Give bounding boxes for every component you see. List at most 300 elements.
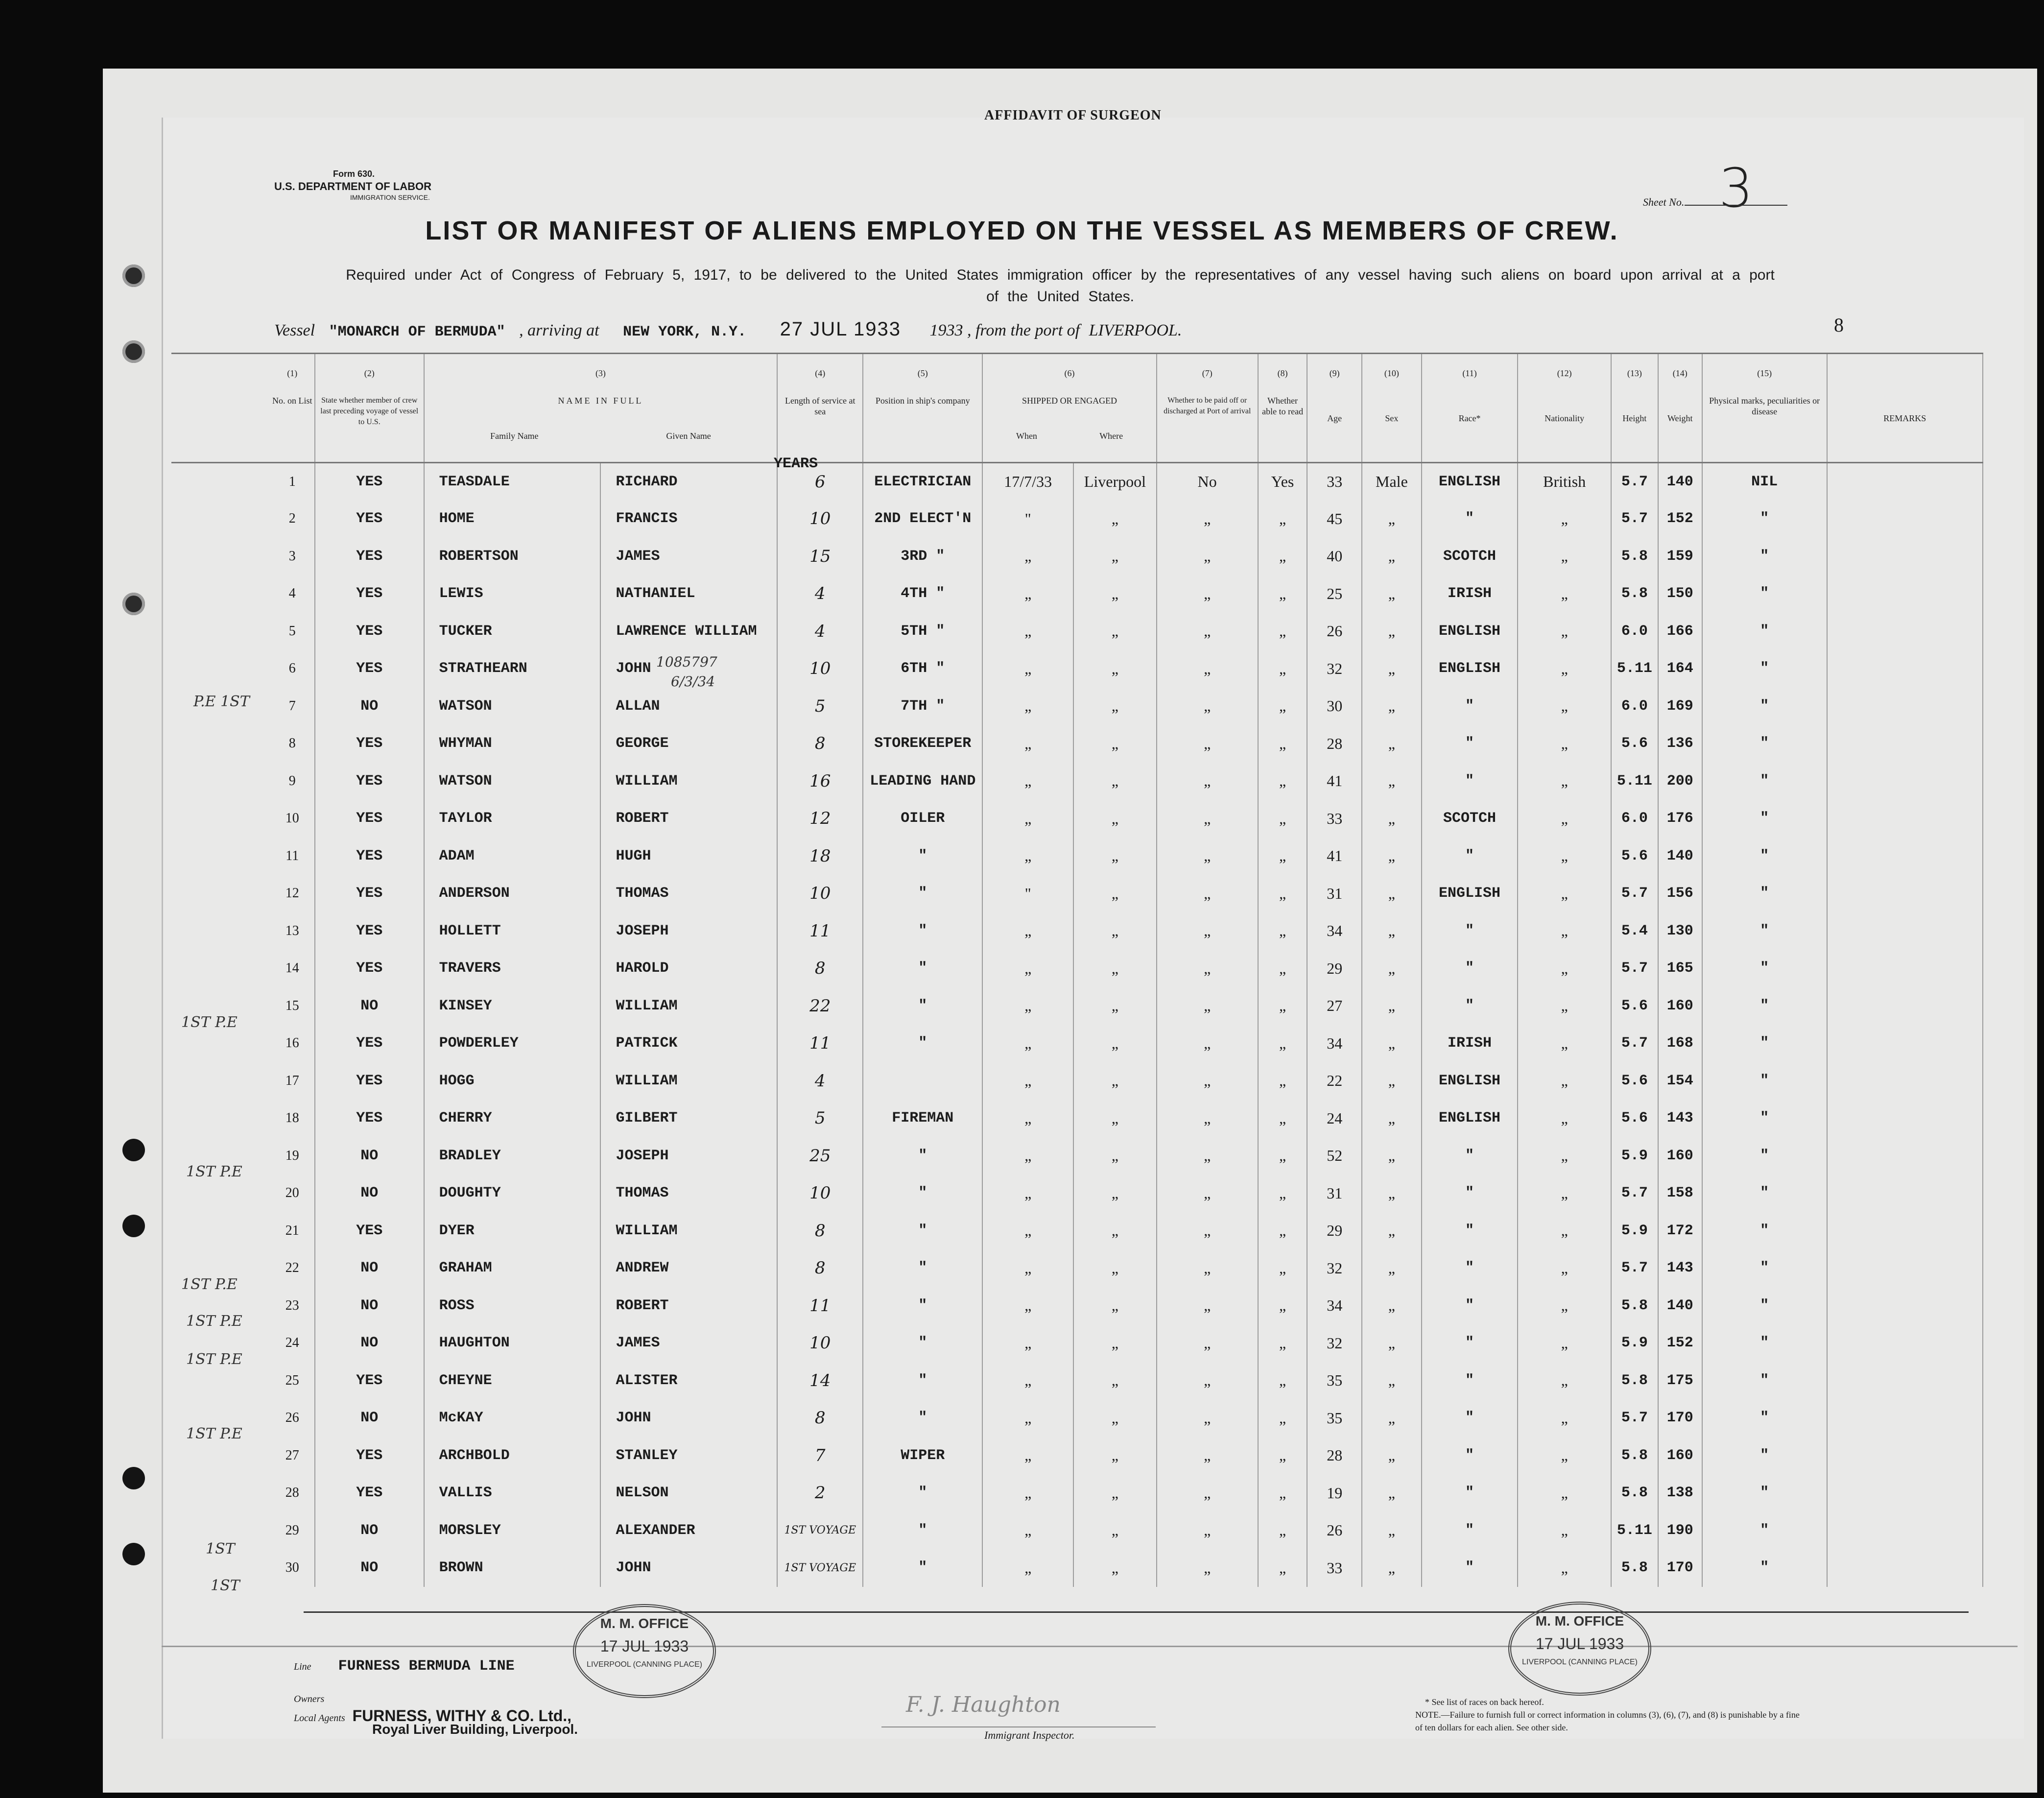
race: ENGLISH: [1422, 875, 1518, 912]
remarks: [1827, 800, 1983, 838]
race: ": [1422, 1512, 1518, 1550]
stamp-line: M. M. OFFICE: [1535, 1613, 1624, 1629]
previous-voyage: YES: [315, 1437, 424, 1475]
sex: „: [1362, 1549, 1422, 1587]
margin-cell: [171, 575, 270, 613]
age: 35: [1307, 1362, 1361, 1400]
form-number: Form 630.: [333, 169, 375, 179]
age: 31: [1307, 1175, 1361, 1212]
shipped-subheaders: [985, 431, 1154, 441]
margin-cell: [171, 763, 270, 800]
physical-marks: ": [1702, 875, 1827, 912]
sex: „: [1362, 1212, 1422, 1250]
service-length: 10: [777, 650, 863, 688]
weight: 136: [1658, 725, 1702, 763]
race: SCOTCH: [1422, 538, 1518, 575]
race: ": [1422, 1474, 1518, 1512]
shipped-when: „: [982, 1212, 1073, 1250]
race: IRISH: [1422, 575, 1518, 613]
able-to-read: „: [1258, 763, 1307, 800]
weight: 164: [1658, 650, 1702, 688]
nationality: „: [1518, 987, 1611, 1025]
margin-cell: [171, 800, 270, 838]
weight: 170: [1658, 1399, 1702, 1437]
shipped-where: „: [1073, 1474, 1157, 1512]
stamp-line: LIVERPOOL (CANNING PLACE): [587, 1660, 702, 1669]
sex: „: [1362, 875, 1422, 912]
family-name: BROWN: [424, 1549, 601, 1587]
physical-marks: ": [1702, 1362, 1827, 1400]
agents-address: Royal Liver Building, Liverpool.: [372, 1722, 578, 1737]
shipped-when: „: [982, 575, 1073, 613]
remarks: [1827, 650, 1983, 688]
family-name: LEWIS: [424, 575, 601, 613]
row-number: 6: [270, 650, 315, 688]
race: ": [1422, 838, 1518, 875]
col-sex-label: Sex: [1362, 395, 1422, 463]
family-name: ADAM: [424, 838, 601, 875]
nationality: „: [1518, 725, 1611, 763]
physical-marks: ": [1702, 725, 1827, 763]
remarks: [1827, 1324, 1983, 1362]
shipped-where: „: [1073, 500, 1157, 538]
sex: „: [1362, 688, 1422, 725]
race: ": [1422, 500, 1518, 538]
height: 5.6: [1611, 987, 1658, 1025]
previous-voyage: YES: [315, 1025, 424, 1062]
height: 5.6: [1611, 725, 1658, 763]
physical-marks: NIL: [1702, 463, 1827, 501]
race: ": [1422, 950, 1518, 987]
nationality: „: [1518, 1437, 1611, 1475]
remarks: [1827, 987, 1983, 1025]
col-state-label: State whether member of crew last preceding voyage of vessel to U.S.: [315, 395, 424, 463]
row-number: 20: [270, 1175, 315, 1212]
table-row: [171, 1549, 1983, 1587]
table-row: [171, 1025, 1983, 1062]
physical-marks: ": [1702, 912, 1827, 950]
remarks: [1827, 1249, 1983, 1287]
agents-value: FURNESS, WITHY & CO. Ltd.,: [352, 1707, 572, 1725]
column-label-row: [171, 395, 1983, 463]
col-where-label: Where: [1099, 431, 1123, 441]
shipped-where: „: [1073, 1362, 1157, 1400]
shipped-where: „: [1073, 688, 1157, 725]
able-to-read: „: [1258, 1137, 1307, 1175]
service-length: 8: [777, 1212, 863, 1250]
col-given-label: Given Name: [666, 431, 711, 441]
inspector-label: Immigrant Inspector.: [984, 1729, 1075, 1741]
margin-cell: [171, 650, 270, 688]
inspector-signature: F. J. Haughton: [906, 1692, 1061, 1717]
col-race-label: Race*: [1422, 395, 1518, 463]
paid-off: „: [1157, 613, 1258, 650]
margin-cell: [171, 1474, 270, 1512]
shipped-where: „: [1073, 1100, 1157, 1137]
shipped-where: „: [1073, 1399, 1157, 1437]
shipped-when: „: [982, 650, 1073, 688]
age: 33: [1307, 1549, 1361, 1587]
line-label: Line: [294, 1661, 311, 1672]
margin-cell: [171, 725, 270, 763]
family-name: HOLLETT: [424, 912, 601, 950]
service-length: 16: [777, 763, 863, 800]
sex: „: [1362, 763, 1422, 800]
age: 34: [1307, 1287, 1361, 1325]
given-name: ROBERT: [600, 1287, 777, 1325]
service-name: IMMIGRATION SERVICE.: [350, 193, 430, 201]
age: 27: [1307, 987, 1361, 1025]
nationality: „: [1518, 763, 1611, 800]
previous-voyage: NO: [315, 1399, 424, 1437]
paid-off: „: [1157, 1025, 1258, 1062]
binder-hole: [122, 1467, 145, 1489]
sex: Male: [1362, 463, 1422, 501]
table-row: [171, 1062, 1983, 1100]
margin-cell: [171, 950, 270, 987]
margin-cell: [171, 912, 270, 950]
crew-rows: [171, 463, 1983, 1587]
height: 5.9: [1611, 1137, 1658, 1175]
weight: 140: [1658, 463, 1702, 501]
sex: „: [1362, 1474, 1422, 1512]
row-number: 17: [270, 1062, 315, 1100]
service-length: 12: [777, 800, 863, 838]
page-subtitle: Required under Act of Congress of February 5, 1917, to be delivered to the United States immigration officer by the representatives of any vessel having such aliens on board upon arrival at a port of the United States.: [346, 267, 1775, 305]
paid-off: No: [1157, 463, 1258, 501]
given-name: HUGH: [600, 838, 777, 875]
stamp-date: 17 JUL 1933: [600, 1637, 689, 1655]
name-subheaders: [427, 431, 775, 441]
row-number: 12: [270, 875, 315, 912]
previous-voyage: NO: [315, 688, 424, 725]
col-length-label: Length of service at sea: [777, 395, 863, 463]
race: ENGLISH: [1422, 613, 1518, 650]
end-of-list-line: [304, 1611, 1969, 1613]
paid-off: „: [1157, 800, 1258, 838]
table-row: [171, 725, 1983, 763]
height: 5.7: [1611, 500, 1658, 538]
col-remarks-label: REMARKS: [1827, 395, 1983, 463]
paid-off: „: [1157, 725, 1258, 763]
affidavit-heading: AFFIDAVIT OF SURGEON: [984, 108, 1162, 123]
nationality: „: [1518, 1025, 1611, 1062]
row-number: 4: [270, 575, 315, 613]
position: ": [863, 875, 982, 912]
previous-voyage: NO: [315, 1287, 424, 1325]
physical-marks: ": [1702, 800, 1827, 838]
position: 3RD ": [863, 538, 982, 575]
table-row: [171, 800, 1983, 838]
physical-marks: ": [1702, 838, 1827, 875]
given-name: JOHN: [600, 650, 777, 688]
position: 2ND ELECT'N: [863, 500, 982, 538]
service-length: 10: [777, 1175, 863, 1212]
age: 41: [1307, 838, 1361, 875]
previous-voyage: YES: [315, 575, 424, 613]
col-num: (10): [1362, 354, 1422, 396]
shipped-where: „: [1073, 1437, 1157, 1475]
race: ": [1422, 763, 1518, 800]
family-name: HOME: [424, 500, 601, 538]
height: 5.8: [1611, 1437, 1658, 1475]
paid-off: „: [1157, 1512, 1258, 1550]
position: ": [863, 1324, 982, 1362]
given-name: GILBERT: [600, 1100, 777, 1137]
able-to-read: „: [1258, 950, 1307, 987]
service-length: 2: [777, 1474, 863, 1512]
service-length: 18: [777, 838, 863, 875]
remarks: [1827, 688, 1983, 725]
nationality: „: [1518, 538, 1611, 575]
height: 6.0: [1611, 613, 1658, 650]
given-name: ROBERT: [600, 800, 777, 838]
height: 5.6: [1611, 1062, 1658, 1100]
sex: „: [1362, 613, 1422, 650]
remarks: [1827, 1175, 1983, 1212]
race: ": [1422, 1437, 1518, 1475]
weight: 175: [1658, 1362, 1702, 1400]
race: ": [1422, 1287, 1518, 1325]
previous-voyage: YES: [315, 912, 424, 950]
weight: 150: [1658, 575, 1702, 613]
position: ": [863, 987, 982, 1025]
service-length: 7: [777, 1437, 863, 1475]
race: ": [1422, 1399, 1518, 1437]
sex: „: [1362, 838, 1422, 875]
given-name: GEORGE: [600, 725, 777, 763]
physical-marks: ": [1702, 1025, 1827, 1062]
race: ": [1422, 912, 1518, 950]
row-number: 9: [270, 763, 315, 800]
nationality: „: [1518, 650, 1611, 688]
paid-off: „: [1157, 688, 1258, 725]
nationality: „: [1518, 875, 1611, 912]
handwritten-date: 6/3/34: [671, 673, 715, 690]
col-paid-label: Whether to be paid off or discharged at Port of arrival: [1157, 395, 1258, 463]
sex: „: [1362, 1100, 1422, 1137]
shipped-when: „: [982, 1100, 1073, 1137]
physical-marks: ": [1702, 650, 1827, 688]
age: 26: [1307, 1512, 1361, 1550]
shipped-when: „: [982, 688, 1073, 725]
row-number: 7: [270, 688, 315, 725]
paid-off: „: [1157, 987, 1258, 1025]
shipped-when: „: [982, 1549, 1073, 1587]
table-row: [171, 1175, 1983, 1212]
height: 5.11: [1611, 1512, 1658, 1550]
position: ": [863, 950, 982, 987]
able-to-read: „: [1258, 1512, 1307, 1550]
position: ": [863, 1362, 982, 1400]
age: 33: [1307, 800, 1361, 838]
row-number: 15: [270, 987, 315, 1025]
family-name: TRAVERS: [424, 950, 601, 987]
position: ": [863, 1025, 982, 1062]
stamp-line: M. M. OFFICE: [600, 1616, 689, 1631]
sex: „: [1362, 1399, 1422, 1437]
nationality: „: [1518, 500, 1611, 538]
able-to-read: „: [1258, 538, 1307, 575]
shipped-when: „: [982, 1474, 1073, 1512]
remarks: [1827, 1100, 1983, 1137]
nationality: „: [1518, 1137, 1611, 1175]
paid-off: „: [1157, 1100, 1258, 1137]
shipped-when: „: [982, 1175, 1073, 1212]
weight: 158: [1658, 1175, 1702, 1212]
line-value: FURNESS BERMUDA LINE: [338, 1658, 515, 1675]
shipped-when: 17/7/33: [982, 463, 1073, 501]
weight: 169: [1658, 688, 1702, 725]
previous-voyage: YES: [315, 463, 424, 501]
row-number: 30: [270, 1549, 315, 1587]
shipped-where: „: [1073, 1175, 1157, 1212]
table-row: [171, 688, 1983, 725]
year: 1933: [929, 321, 963, 339]
row-number: 16: [270, 1025, 315, 1062]
sheet-label: Sheet No.: [1643, 196, 1685, 208]
previous-voyage: NO: [315, 1324, 424, 1362]
service-length: 10: [777, 1324, 863, 1362]
able-to-read: „: [1258, 1175, 1307, 1212]
remarks: [1827, 575, 1983, 613]
weight: 154: [1658, 1062, 1702, 1100]
paid-off: „: [1157, 575, 1258, 613]
race: SCOTCH: [1422, 800, 1518, 838]
height: 5.8: [1611, 1474, 1658, 1512]
table-row: [171, 763, 1983, 800]
table-row: [171, 1362, 1983, 1400]
margin-note: 1ST P.E: [186, 1163, 242, 1180]
col-num: (1): [270, 354, 315, 396]
previous-voyage: YES: [315, 650, 424, 688]
arriving-label: , arriving at: [519, 321, 599, 339]
binder-hole: [122, 1543, 145, 1565]
row-number: 3: [270, 538, 315, 575]
age: 32: [1307, 1249, 1361, 1287]
given-name: STANLEY: [600, 1437, 777, 1475]
given-name: JAMES: [600, 538, 777, 575]
table-row: [171, 838, 1983, 875]
position: ": [863, 1474, 982, 1512]
service-length: 1ST VOYAGE: [777, 1549, 863, 1587]
col-num: (6): [982, 354, 1156, 396]
age: 31: [1307, 875, 1361, 912]
remarks: [1827, 1287, 1983, 1325]
paid-off: „: [1157, 1137, 1258, 1175]
weight: 143: [1658, 1100, 1702, 1137]
service-length: 8: [777, 950, 863, 987]
sex: „: [1362, 725, 1422, 763]
margin-note: 1ST P.E: [181, 1014, 238, 1031]
shipped-where: „: [1073, 1549, 1157, 1587]
race: ": [1422, 987, 1518, 1025]
department-name: U.S. DEPARTMENT OF LABOR: [274, 180, 432, 192]
shipped-when: „: [982, 613, 1073, 650]
sex: „: [1362, 1512, 1422, 1550]
previous-voyage: YES: [315, 538, 424, 575]
sex: „: [1362, 800, 1422, 838]
height: 5.6: [1611, 838, 1658, 875]
position: STOREKEEPER: [863, 725, 982, 763]
nationality: „: [1518, 1324, 1611, 1362]
height: 5.11: [1611, 763, 1658, 800]
able-to-read: Yes: [1258, 463, 1307, 501]
agents-address-field: [372, 1722, 578, 1737]
weight: 165: [1658, 950, 1702, 987]
position: ": [863, 838, 982, 875]
sex: „: [1362, 575, 1422, 613]
col-num: (11): [1422, 354, 1518, 396]
service-length: 5: [777, 688, 863, 725]
previous-voyage: YES: [315, 838, 424, 875]
given-name: ANDREW: [600, 1249, 777, 1287]
race: ENGLISH: [1422, 1100, 1518, 1137]
position: 4TH ": [863, 575, 982, 613]
nationality: „: [1518, 688, 1611, 725]
physical-marks: ": [1702, 1062, 1827, 1100]
sex: „: [1362, 950, 1422, 987]
given-name: WILLIAM: [600, 763, 777, 800]
paid-off: „: [1157, 1062, 1258, 1100]
physical-marks: ": [1702, 613, 1827, 650]
col-num: (9): [1307, 354, 1361, 396]
age: 28: [1307, 1437, 1361, 1475]
col-num: (5): [863, 354, 982, 396]
service-length: 11: [777, 912, 863, 950]
physical-marks: ": [1702, 950, 1827, 987]
binder-hole: [122, 264, 145, 287]
weight: 160: [1658, 1137, 1702, 1175]
shipped-where: „: [1073, 575, 1157, 613]
margin-note: 1ST P.E: [186, 1425, 242, 1442]
previous-voyage: NO: [315, 1549, 424, 1587]
height: 5.8: [1611, 1549, 1658, 1587]
service-length: 8: [777, 1249, 863, 1287]
shipped-when: „: [982, 1437, 1073, 1475]
service-length: 10: [777, 500, 863, 538]
col-num: (4): [777, 354, 863, 396]
family-name: GRAHAM: [424, 1249, 601, 1287]
paid-off: „: [1157, 838, 1258, 875]
position: ": [863, 1249, 982, 1287]
paid-off: „: [1157, 763, 1258, 800]
shipped-where: „: [1073, 1212, 1157, 1250]
row-number: 28: [270, 1474, 315, 1512]
shipped-where: Liverpool: [1073, 463, 1157, 501]
given-name: NATHANIEL: [600, 575, 777, 613]
remarks: [1827, 500, 1983, 538]
previous-voyage: YES: [315, 613, 424, 650]
row-number: 21: [270, 1212, 315, 1250]
previous-voyage: YES: [315, 875, 424, 912]
able-to-read: „: [1258, 875, 1307, 912]
service-length: 4: [777, 613, 863, 650]
nationality: „: [1518, 1399, 1611, 1437]
able-to-read: „: [1258, 1399, 1307, 1437]
previous-voyage: NO: [315, 1249, 424, 1287]
margin-note: P.E 1ST: [193, 693, 250, 710]
nationality: „: [1518, 1512, 1611, 1550]
paid-off: „: [1157, 1249, 1258, 1287]
footnote: [1415, 1696, 1807, 1734]
shipped-where: „: [1073, 538, 1157, 575]
family-name: WHYMAN: [424, 725, 601, 763]
shipped-where: „: [1073, 1512, 1157, 1550]
service-length: 1ST VOYAGE: [777, 1512, 863, 1550]
paid-off: „: [1157, 950, 1258, 987]
paid-off: „: [1157, 1212, 1258, 1250]
